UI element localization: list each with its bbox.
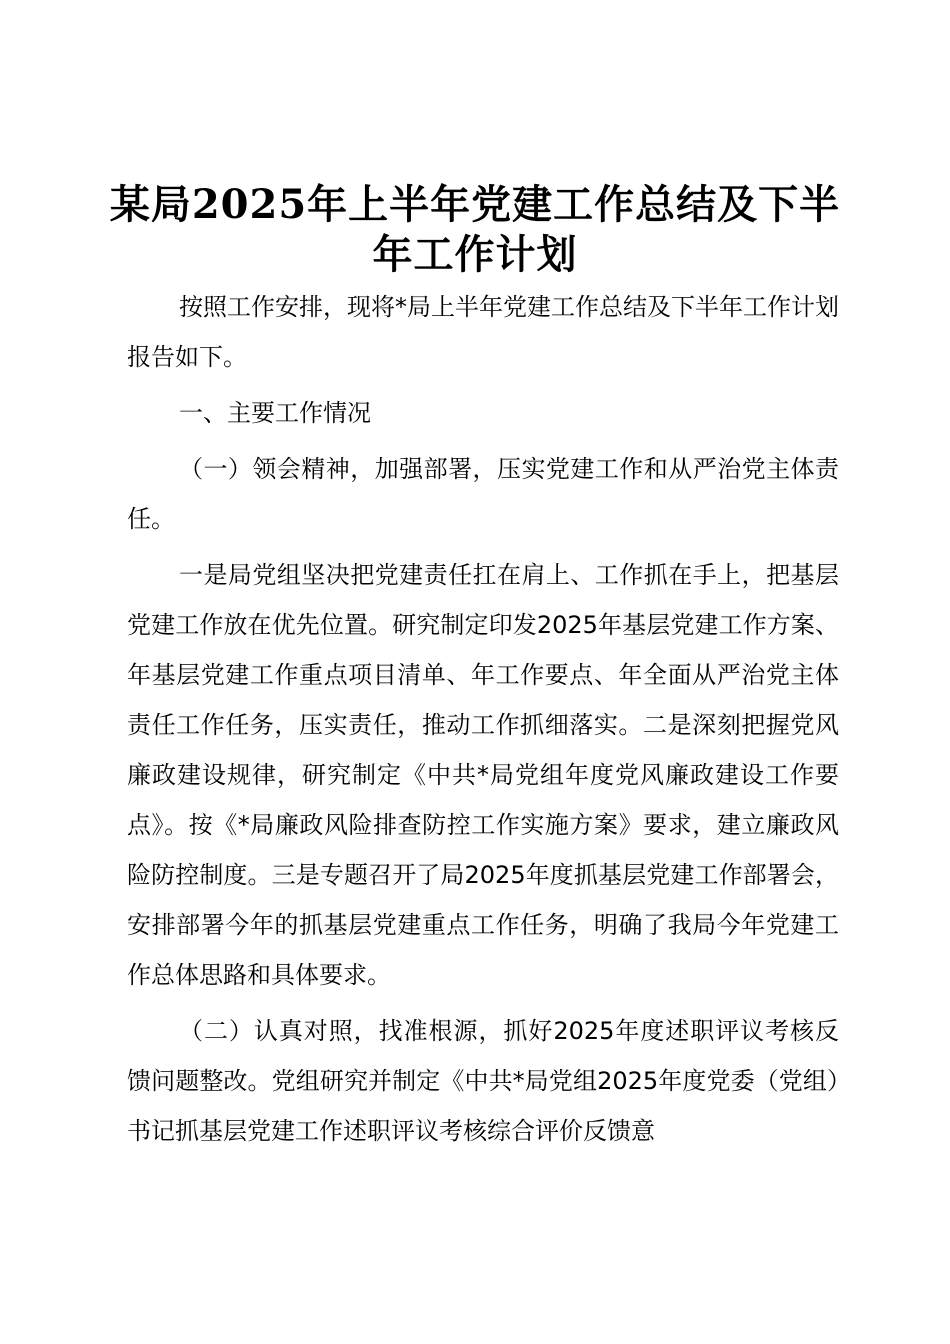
document-body [127, 282, 839, 1156]
subsection-heading: （一）领会精神，加强部署，压实党建工作和从严治党主体责任。 [127, 455, 839, 533]
subsection-paragraph: （二）认真对照，找准根源，抓好2025年度述职评议考核反馈问题整改。党组研究并制定《中共*局党组2025年度党委（党组）书记抓基层党建工作述职评议考核综合评价反馈意 [127, 1017, 839, 1145]
section-heading: 一、主要工作情况 [179, 399, 371, 427]
document-title: 某局2025年上半年党建工作总结及下半年工作计划 [109, 181, 841, 278]
intro-paragraph: 按照工作安排，现将*局上半年党建工作总结及下半年工作计划报告如下。 [127, 293, 839, 371]
body-paragraph: 一是局党组坚决把党建责任扛在肩上、工作抓在手上，把基层党建工作放在优先位置。研究制定印发2025年基层党建工作方案、年基层党建工作重点项目清单、年工作要点、年全面从严治党主体责任工作任务，压实责任，推动工作抓细落实。二是深刻把握党风廉政建设规律，研究制定《中共*局党组年度党风廉政建设工作要点》。按《*局廉政风险排查防控工作实施方案》要求，建立廉政风险防控制度。三是专题召开了局2025年度抓基层党建工作部署会，安排部署今年的抓基层党建重点工作任务，明确了我局今年党建工作总体思路和具体要求。 [127, 561, 839, 989]
